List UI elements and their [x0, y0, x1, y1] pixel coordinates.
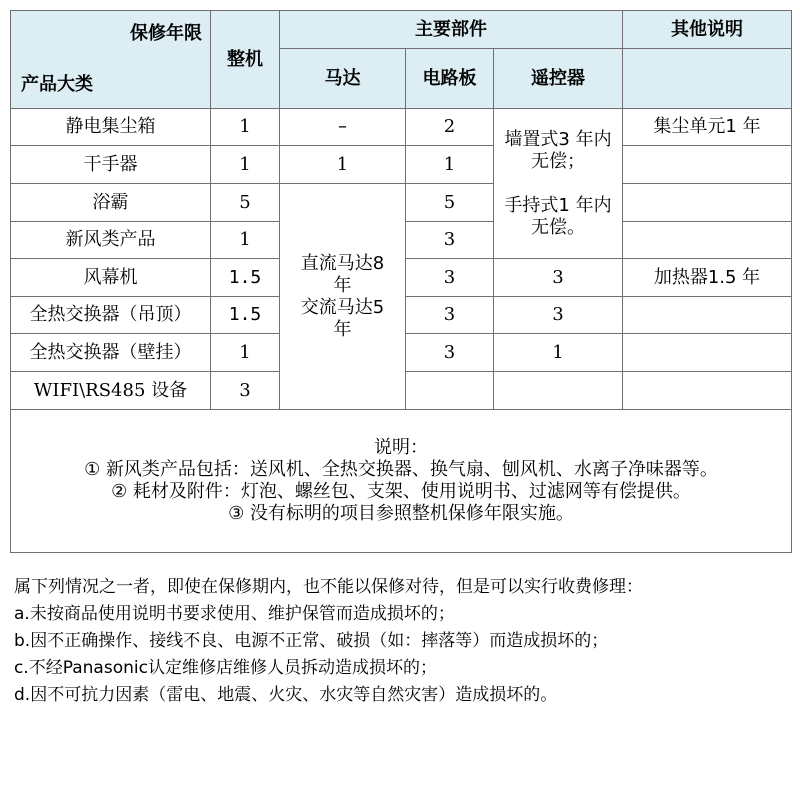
motor-merged-cell: [280, 184, 406, 410]
remote-line: 无偿；: [531, 150, 585, 172]
condition-item: a.未按商品使用说明书要求使用、维护保管而造成损坏的；: [14, 604, 455, 624]
circuit-board-years: 3: [406, 297, 494, 334]
warranty-table: [10, 10, 792, 553]
condition-item: d.因不可抗力因素（雷电、地震、火灾、水灾等自然灾害）造成损坏的。: [14, 685, 558, 705]
other-note: [623, 334, 792, 372]
table-row: [11, 184, 792, 222]
header-main-parts: 主要部件: [280, 11, 623, 49]
motor-line: 交流马达5: [300, 296, 385, 318]
condition-item: c.不经Panasonic认定维修店维修人员拆动造成损坏的；: [14, 658, 437, 678]
whole-unit-years: 1: [211, 146, 280, 184]
header-motor: 马达: [280, 49, 406, 109]
remote-line: 手持式1 年内: [504, 194, 612, 216]
table-row: [11, 146, 792, 184]
motor-line: 年: [333, 274, 352, 296]
remote-years: 3: [494, 259, 623, 297]
product-name: 干手器: [11, 146, 211, 184]
note-line: ① 新风类产品包括：送风机、全热交换器、换气扇、刨风机、水离子净味器等。: [84, 459, 718, 480]
remote-line: 墙置式3 年内: [504, 128, 612, 150]
notes-title: 说明：: [374, 437, 428, 458]
header-warranty-period: 保修年限: [130, 23, 202, 44]
product-name: 新风类产品: [11, 222, 211, 259]
remote-merged-cell: [494, 109, 623, 259]
circuit-board-years: 2: [406, 109, 494, 146]
header-product-category: 产品大类: [21, 74, 93, 95]
remote-years: 3: [494, 297, 623, 334]
whole-unit-years: 3: [211, 372, 280, 410]
whole-unit-years: 1: [211, 334, 280, 372]
whole-unit-years: 1: [211, 109, 280, 146]
circuit-board-years: 5: [406, 184, 494, 222]
product-name: WIFI\RS485 设备: [11, 372, 211, 410]
circuit-board-years: 1: [406, 146, 494, 184]
circuit-board-years: 3: [406, 222, 494, 259]
motor-line: 年: [333, 318, 352, 340]
remote-years: [494, 372, 623, 410]
motor-years: 1: [280, 146, 406, 184]
motor-years: –: [280, 109, 406, 146]
product-name: 全热交换器（壁挂）: [11, 334, 211, 372]
remote-line: 无偿。: [531, 216, 585, 238]
header-other-notes: 其他说明: [623, 11, 792, 49]
other-note: [623, 184, 792, 222]
header-circuit-board: 电路板: [406, 49, 494, 109]
other-note: [623, 297, 792, 334]
header-whole-unit: 整机: [211, 11, 280, 109]
condition-item: b.因不正确操作、接线不良、电源不正常、破损（如：摔落等）而造成损坏的；: [14, 631, 609, 651]
header-remote-control: 遥控器: [494, 49, 623, 109]
product-name: 浴霸: [11, 184, 211, 222]
other-note: 加热器1.5 年: [623, 259, 792, 297]
other-note: [623, 372, 792, 410]
other-note: [623, 146, 792, 184]
header-other-blank: [623, 49, 792, 109]
note-line: ③ 没有标明的项目参照整机保修年限实施。: [228, 503, 574, 524]
paid-repair-conditions: [14, 574, 794, 709]
whole-unit-years: 5: [211, 184, 280, 222]
table-row: [11, 109, 792, 146]
whole-unit-years: 1: [211, 222, 280, 259]
product-name: 风幕机: [11, 259, 211, 297]
other-note: [623, 222, 792, 259]
circuit-board-years: 3: [406, 259, 494, 297]
circuit-board-years: 3: [406, 334, 494, 372]
other-note: 集尘单元1 年: [623, 109, 792, 146]
whole-unit-years: 1.5: [211, 259, 280, 297]
motor-line: 直流马达8: [300, 252, 385, 274]
notes-block: [11, 410, 792, 553]
conditions-intro: 属下列情况之一者，即使在保修期内，也不能以保修对待，但是可以实行收费修理：: [14, 577, 643, 597]
circuit-board-years: [406, 372, 494, 410]
note-line: ② 耗材及附件：灯泡、螺丝包、支架、使用说明书、过滤网等有偿提供。: [111, 481, 691, 502]
whole-unit-years: 1.5: [211, 297, 280, 334]
product-name: 全热交换器（吊顶）: [11, 297, 211, 334]
remote-years: 1: [494, 334, 623, 372]
header-corner: [11, 11, 211, 109]
product-name: 静电集尘箱: [11, 109, 211, 146]
